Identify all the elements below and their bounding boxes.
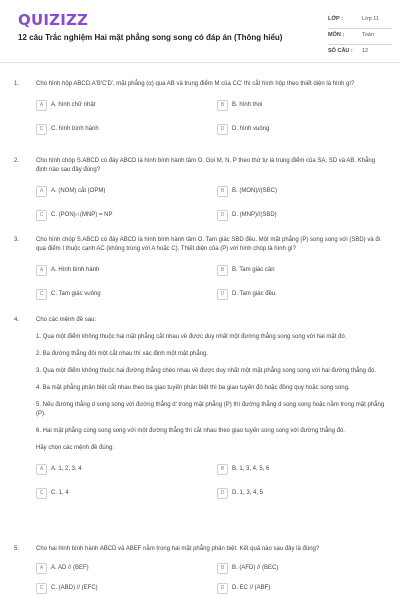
- option-text: D. hình vuông: [232, 126, 270, 132]
- options-group: [36, 264, 386, 312]
- statement-6: 6. Hai mặt phẳng cùng song song với một đường thẳng thì cắt nhau theo giao tuyến song song với đường thẳng đó.: [36, 428, 345, 434]
- option-letter-box: D: [217, 210, 228, 221]
- option-letter-box: B: [217, 464, 228, 475]
- question-1: [14, 80, 386, 147]
- question-number: 3.: [14, 237, 20, 243]
- option-text: C. Tam giác vuông: [51, 291, 101, 297]
- option-b[interactable]: [217, 185, 277, 197]
- option-b[interactable]: [217, 463, 269, 475]
- option-a[interactable]: [36, 264, 99, 276]
- option-text: C. (ABD) // (EFC): [51, 585, 98, 591]
- option-letter-box: D: [217, 488, 228, 499]
- option-letter-box: A: [36, 186, 47, 197]
- option-letter-box: D: [217, 583, 228, 594]
- option-text: C. (PON)∩(MNP) = NP: [51, 212, 113, 218]
- meta-label: SỐ CÂU :: [328, 48, 353, 54]
- option-text: D. Tam giác đều.: [232, 291, 277, 297]
- question-number: 5.: [14, 546, 20, 552]
- option-letter-box: D: [217, 124, 228, 135]
- question-text: Cho hình chóp S.ABCD có đáy ABCD là hình bình hành tâm O. Gọi M, N, P theo thứ tự là trung điểm của SA, SD và AB. Khẳng định nào sau đây đúng?: [36, 158, 376, 173]
- option-d[interactable]: [217, 582, 270, 594]
- option-text: B. 1, 3, 4, 5, 6: [232, 466, 270, 472]
- statement-2: 2. Ba đường thẳng đôi một cắt nhau thì xác định một mặt phẳng.: [36, 351, 209, 357]
- option-c[interactable]: [36, 582, 98, 594]
- option-text: B. hình thoi: [232, 102, 263, 108]
- meta-value: Toán: [362, 32, 374, 38]
- meta-row-count: [328, 45, 392, 60]
- option-text: B. (AFD) // (BEC): [232, 565, 279, 571]
- option-text: D. 1, 3, 4, 5: [232, 490, 264, 496]
- options-group: [36, 463, 386, 511]
- option-letter-box: B: [217, 186, 228, 197]
- option-letter-box: A: [36, 265, 47, 276]
- question-4: [14, 316, 386, 511]
- question-3: [14, 236, 386, 312]
- worksheet-meta: [328, 13, 392, 60]
- option-text: D. (MNP)//(SBD): [232, 212, 277, 218]
- question-number: 4.: [14, 317, 20, 323]
- option-c[interactable]: [36, 487, 69, 499]
- option-b[interactable]: [217, 264, 275, 276]
- option-text: B. Tam giác cân: [232, 267, 275, 273]
- option-a[interactable]: [36, 185, 105, 197]
- statement-5: 5. Nếu đường thẳng d song song với đường thẳng d' trong mặt phẳng (P) thì đường thẳng d song song hoặc nằm trong mặt phẳng (P).: [36, 402, 385, 417]
- option-text: A. 1, 2, 3, 4: [51, 466, 82, 472]
- meta-row-class: [328, 13, 392, 29]
- option-letter-box: C: [36, 289, 47, 300]
- options-group: [36, 185, 386, 233]
- option-letter-box: B: [217, 563, 228, 574]
- question-text: Cho hình chóp S.ABCD có đáy ABCD là hình bình hành tâm O. Tam giác SBD đều. Một mặt phẳng (P) song song với (SBD) và đi qua điểm I thuộc cạnh AC (không trùng với A hoặc C). Thiết diện của (P) với hình chóp là hình gì?: [36, 237, 380, 252]
- option-text: A. Hình bình hành: [51, 267, 100, 273]
- question-text: Cho hình hộp ABCD.A'B'C'D', mặt phẳng (α) qua AB và trung điểm M của CC' thì cắt hình hộp theo thiết diện là hình gì?: [36, 81, 355, 87]
- options-group: [36, 99, 386, 147]
- option-letter-box: B: [217, 265, 228, 276]
- question-text: Cho hai hình bình hành ABCD và ABEF nằm trong hai mặt phẳng phân biệt. Kết quả nào sau đây là đúng?: [36, 546, 320, 552]
- meta-row-subject: [328, 29, 392, 45]
- option-b[interactable]: [217, 99, 262, 111]
- option-letter-box: C: [36, 488, 47, 499]
- option-c[interactable]: [36, 209, 112, 221]
- option-text: D. EC // (ABF): [232, 585, 271, 591]
- option-d[interactable]: [217, 288, 277, 300]
- meta-value: 12: [362, 48, 369, 54]
- option-a[interactable]: [36, 463, 82, 475]
- page-title: 12 câu Trắc nghiệm Hai mặt phẳng song song có đáp án (Thông hiểu): [18, 33, 283, 42]
- meta-value: Lớp 11: [362, 16, 379, 22]
- question-5: [14, 545, 386, 610]
- option-d[interactable]: [217, 123, 269, 135]
- option-text: C. 1, 4: [51, 490, 69, 496]
- question-text: Cho các mệnh đề sau:: [36, 317, 97, 323]
- option-d[interactable]: [217, 209, 277, 221]
- option-letter-box: D: [217, 289, 228, 300]
- option-a[interactable]: [36, 99, 95, 111]
- option-letter-box: C: [36, 210, 47, 221]
- question-number: 2.: [14, 158, 20, 164]
- statement-3: 3. Qua một điểm không thuộc hai đường thẳng chéo nhau về được duy nhất một mặt phẳng song song với hai đường thẳng đó.: [36, 368, 377, 374]
- option-text: B. (MON)//(SBC): [232, 188, 277, 194]
- option-letter-box: C: [36, 583, 47, 594]
- option-c[interactable]: [36, 123, 99, 135]
- meta-label: LỚP :: [328, 16, 343, 22]
- option-letter-box: C: [36, 124, 47, 135]
- option-text: A. (NOM) cắt (OPM): [51, 188, 106, 194]
- worksheet-header: [0, 0, 400, 63]
- option-letter-box: A: [36, 100, 47, 111]
- statement-4: 4. Ba mặt phẳng phân biệt cắt nhau theo ba giao tuyến phân biệt thì ba giao tuyến đó hoặc đồng quy hoặc song song.: [36, 385, 350, 391]
- question-number: 1.: [14, 81, 20, 87]
- option-letter-box: B: [217, 100, 228, 111]
- statement-1: 1. Qua một điểm không thuộc hai mặt phẳng cắt nhau về được duy nhất một đường thẳng song song với hai mặt đó.: [36, 334, 347, 340]
- options-group: [36, 562, 386, 610]
- statement-prompt: Hãy chọn các mệnh đề đúng:: [36, 445, 115, 451]
- option-letter-box: A: [36, 464, 47, 475]
- option-text: A. AD // (BEF): [51, 565, 89, 571]
- option-c[interactable]: [36, 288, 101, 300]
- option-a[interactable]: [36, 562, 89, 574]
- question-2: [14, 157, 386, 233]
- option-d[interactable]: [217, 487, 263, 499]
- option-letter-box: A: [36, 563, 47, 574]
- quizizz-logo: QUIZIZZ: [18, 11, 89, 29]
- option-text: A. hình chữ nhật: [51, 102, 96, 108]
- meta-label: MÔN :: [328, 32, 345, 38]
- option-text: C. hình bình hành: [51, 126, 99, 132]
- option-b[interactable]: [217, 562, 278, 574]
